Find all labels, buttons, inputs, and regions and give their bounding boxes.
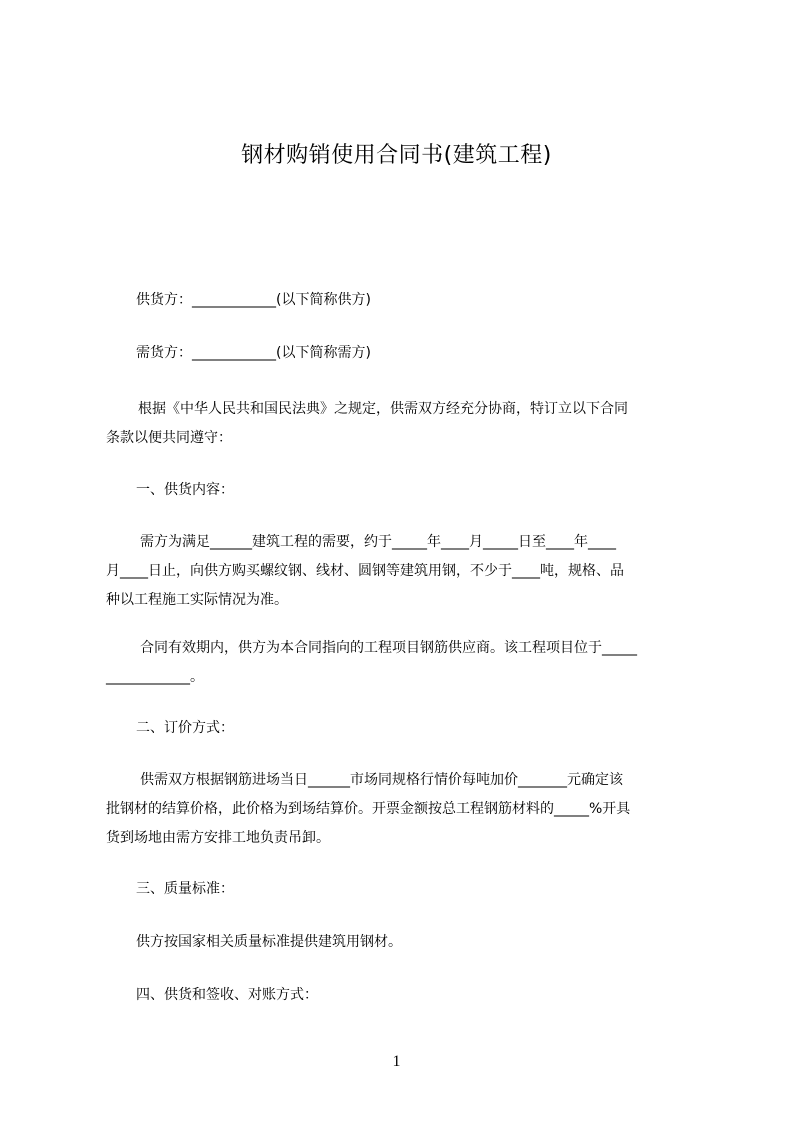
section-1-paragraph-2-line-1: 合同有效期内，供方为本合同指向的工程项目钢筋供应商。该工程项目位于_____ bbox=[140, 640, 637, 656]
section-3-paragraph: 供方按国家相关质量标准提供建筑用钢材。 bbox=[136, 934, 402, 950]
supplier-line: 供货方：____________(以下简称供方) bbox=[136, 292, 371, 308]
section-1-paragraph-1-line-1: 需方为满足______建筑工程的需要，约于_____年____月_____日至____年____ bbox=[140, 534, 616, 550]
intro-line-1: 根据《中华人民共和国民法典》之规定，供需双方经充分协商，特订立以下合同 bbox=[138, 401, 628, 417]
buyer-line: 需货方：____________(以下简称需方) bbox=[136, 345, 371, 361]
intro-line-2: 条款以便共同遵守： bbox=[106, 430, 232, 446]
page-number: 1 bbox=[392, 1053, 401, 1070]
section-2-heading: 二、订价方式： bbox=[136, 720, 234, 736]
section-1-paragraph-1-line-3: 种以工程施工实际情况为准。 bbox=[106, 592, 288, 608]
section-4-heading: 四、供货和签收、对账方式： bbox=[136, 987, 318, 1003]
section-3-heading: 三、质量标准： bbox=[136, 881, 234, 897]
section-1-paragraph-2-line-2: ____________。 bbox=[106, 669, 204, 685]
section-2-line-2: 批钢材的结算价格，此价格为到场结算价。开票金额按总工程钢筋材料的_____%开具 bbox=[106, 801, 631, 817]
section-2-line-3: 货到场地由需方安排工地负责吊卸。 bbox=[106, 830, 330, 846]
section-1-paragraph-1-line-2: 月____日止，向供方购买螺纹钢、线材、圆钢等建筑用钢，不少于____吨，规格、品 bbox=[106, 563, 624, 579]
document-title: 钢材购销使用合同书(建筑工程) bbox=[241, 143, 552, 168]
section-1-heading: 一、供货内容： bbox=[136, 482, 234, 498]
section-2-line-1: 供需双方根据钢筋进场当日______市场同规格行情价每吨加价_______元确定该 bbox=[140, 772, 623, 788]
